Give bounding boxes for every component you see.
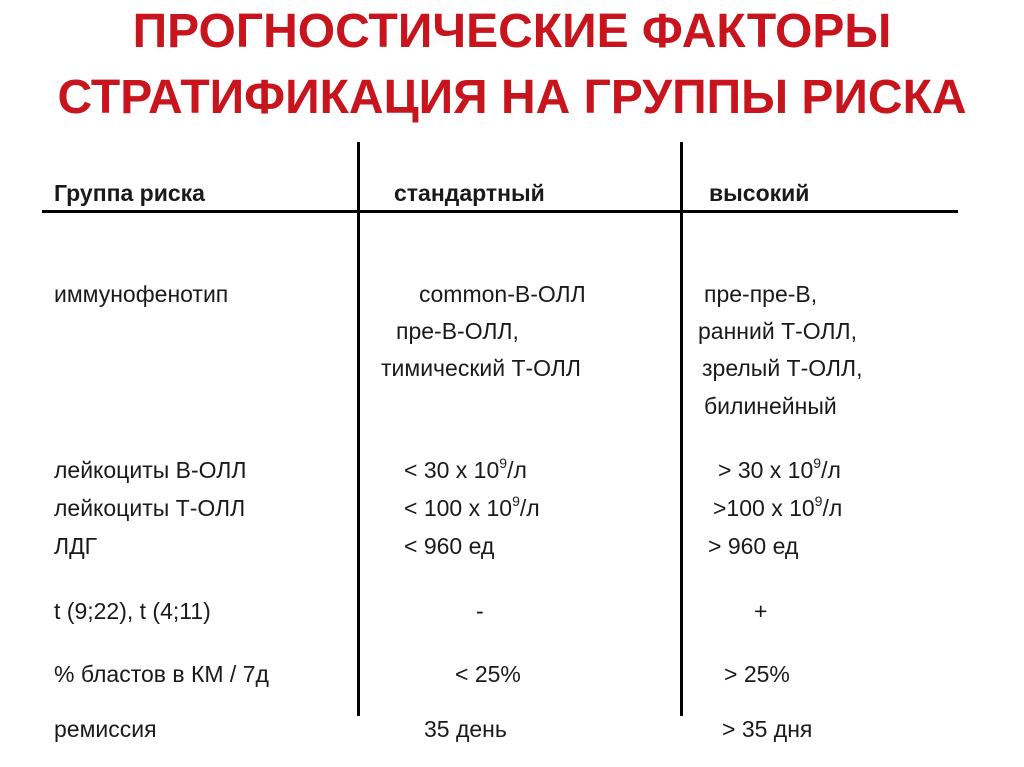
row-label-blasts: % бластов в КМ / 7д bbox=[54, 661, 269, 687]
immuno-high-4: билинейный bbox=[704, 393, 837, 419]
row-label-immunophenotype: иммунофенотип bbox=[54, 281, 229, 307]
translocation-standard: - bbox=[476, 598, 484, 624]
remission-standard: 35 день bbox=[424, 716, 507, 742]
leukocytes-b-standard: < 30 х $10^9/л$ bbox=[404, 455, 527, 483]
column-divider-right bbox=[680, 142, 683, 716]
immuno-high-2: ранний Т-ОЛЛ, bbox=[698, 318, 857, 344]
immuno-high-1: пре-пре-B, bbox=[704, 281, 818, 307]
leukocytes-t-high: >100 х $10^9/л$ bbox=[713, 493, 843, 521]
row-label-leukocytes-b: лейкоциты В-ОЛЛ bbox=[54, 457, 247, 483]
leukocytes-t-standard: < 100 х $10^9/л$ bbox=[404, 493, 540, 521]
header-risk-group: Группа риска bbox=[54, 180, 205, 206]
leukocytes-b-high: > 30 х $10^9/л$ bbox=[718, 455, 841, 483]
slide-title-line2: СТРАТИФИКАЦИЯ НА ГРУППЫ РИСКА bbox=[57, 71, 967, 124]
slide-title-line1: ПРОГНОСТИЧЕСКИЕ ФАКТОРЫ bbox=[132, 5, 892, 58]
header-high: высокий bbox=[709, 180, 810, 206]
remission-high: > 35 дня bbox=[722, 716, 813, 742]
header-divider bbox=[42, 210, 958, 213]
immuno-standard-3: тимический Т-ОЛЛ bbox=[381, 355, 581, 381]
column-divider-left bbox=[357, 142, 360, 716]
row-label-remission: ремиссия bbox=[54, 716, 157, 742]
row-label-ldh: ЛДГ bbox=[54, 533, 98, 559]
immuno-standard-1: common-B-ОЛЛ bbox=[419, 281, 586, 307]
immuno-standard-2: пре-B-ОЛЛ, bbox=[396, 318, 519, 344]
blasts-standard: < 25% bbox=[455, 661, 521, 687]
ldh-standard: < 960 ед bbox=[404, 533, 495, 559]
row-label-leukocytes-t: лейкоциты Т-ОЛЛ bbox=[54, 495, 246, 521]
row-label-translocation: t (9;22), t (4;11) bbox=[54, 598, 211, 624]
immuno-high-3: зрелый Т-ОЛЛ, bbox=[702, 355, 863, 381]
ldh-high: > 960 ед bbox=[708, 533, 799, 559]
blasts-high: > 25% bbox=[724, 661, 790, 687]
translocation-high: + bbox=[754, 598, 768, 624]
header-standard: стандартный bbox=[394, 180, 545, 206]
